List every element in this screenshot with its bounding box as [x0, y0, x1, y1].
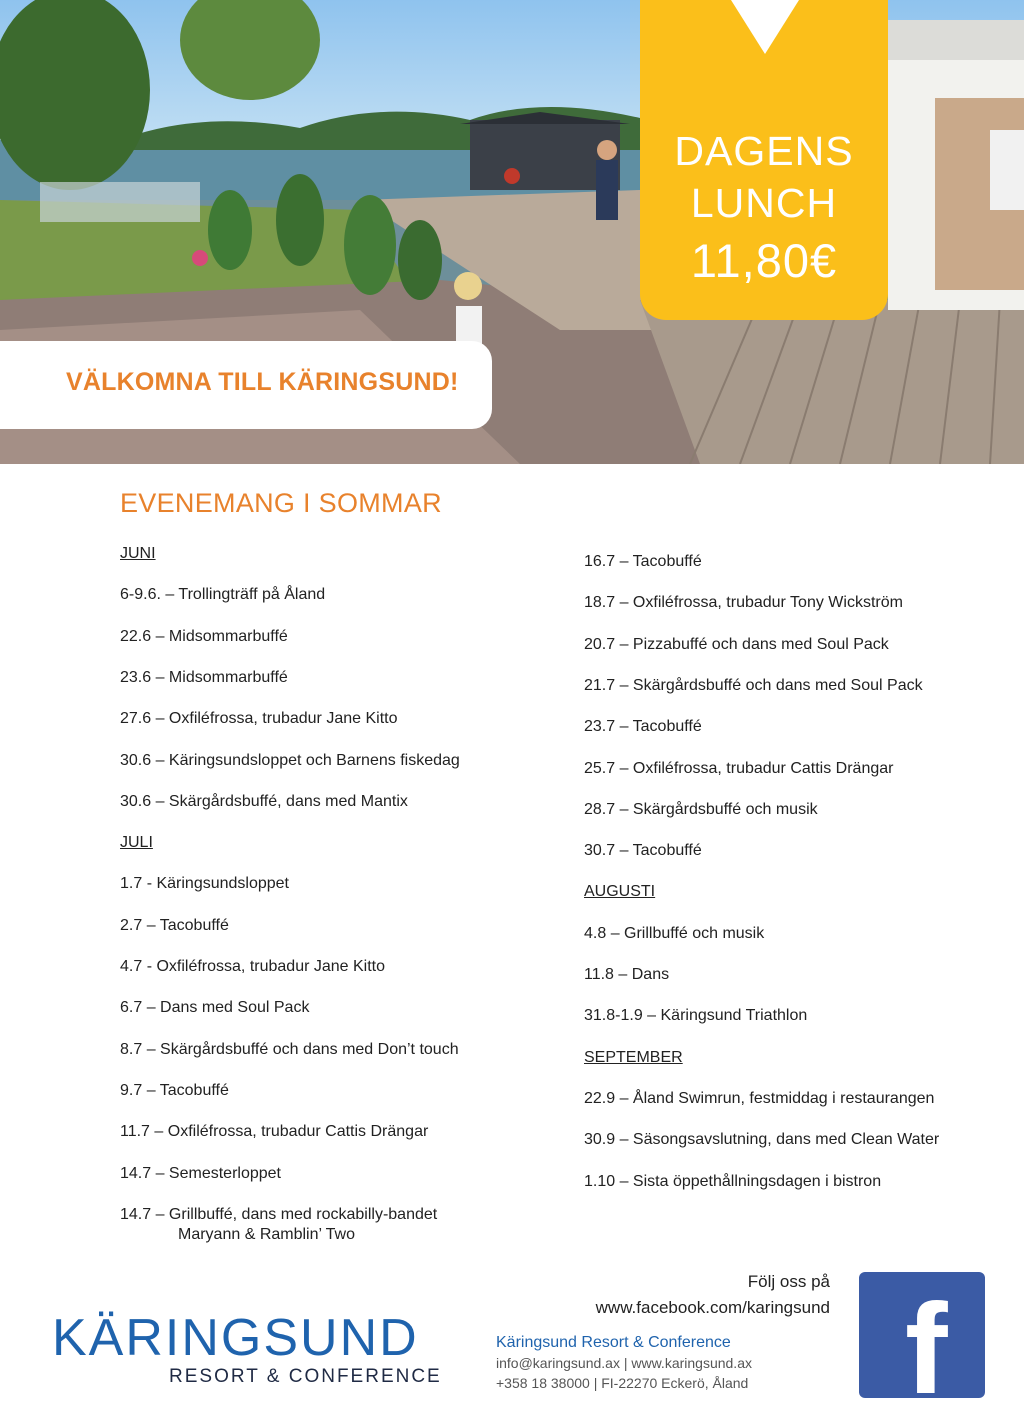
- brand-logo-tagline: RESORT & CONFERENCE: [169, 1366, 442, 1387]
- event-item: 31.8-1.9 – Käringsund Triathlon: [584, 1007, 808, 1025]
- event-item: 6.7 – Dans med Soul Pack: [120, 999, 310, 1017]
- event-item: 30.6 – Skärgårdsbuffé, dans med Mantix: [120, 792, 408, 810]
- facebook-icon[interactable]: f: [859, 1272, 985, 1398]
- month-heading: JUNI: [120, 545, 156, 562]
- event-item: 1.10 – Sista öppethållningsdagen i bistron: [584, 1172, 882, 1190]
- month-heading: JULI: [120, 834, 153, 852]
- event-item: Maryann & Ramblin’ Two: [178, 1226, 355, 1244]
- event-item: 23.6 – Midsommarbuffé: [120, 668, 288, 686]
- event-item: 18.7 – Oxfiléfrossa, trubadur Tony Wickström: [584, 594, 903, 612]
- event-item: 27.6 – Oxfiléfrossa, trubadur Jane Kitto: [120, 710, 398, 728]
- event-item: 25.7 – Oxfiléfrossa, trubadur Cattis Drängar: [584, 759, 894, 777]
- event-item: 1.7 - Käringsundsloppet: [120, 875, 289, 893]
- event-item: 11.7 – Oxfiléfrossa, trubadur Cattis Drängar: [120, 1123, 429, 1141]
- event-item: 22.6 – Midsommarbuffé: [120, 627, 288, 645]
- event-item: 30.7 – Tacobuffé: [584, 842, 702, 860]
- events-title: EVENEMANG I SOMMAR: [120, 488, 442, 518]
- event-item: 22.9 – Åland Swimrun, festmiddag i restaurangen: [584, 1089, 935, 1107]
- lunch-title-line2: LUNCH: [690, 180, 838, 226]
- contact-phone-address: +358 18 38000 | FI-22270 Eckerö, Åland: [496, 1375, 749, 1391]
- welcome-heading: VÄLKOMNA TILL KÄRINGSUND!: [66, 368, 459, 396]
- event-item: 11.8 – Dans: [584, 966, 670, 983]
- event-item: 23.7 – Tacobuffé: [584, 718, 702, 736]
- month-heading: SEPTEMBER: [584, 1048, 683, 1066]
- event-item: 20.7 – Pizzabuffé och dans med Soul Pack: [584, 635, 889, 653]
- welcome-banner: [0, 341, 492, 429]
- brand-logo-name: KÄRINGSUND: [52, 1309, 419, 1367]
- event-item: 2.7 – Tacobuffé: [120, 916, 229, 934]
- event-item: 9.7 – Tacobuffé: [120, 1081, 229, 1099]
- event-item: 4.8 – Grillbuffé och musik: [584, 924, 765, 942]
- follow-us-text: Följ oss på: [747, 1272, 830, 1291]
- daily-lunch-banner: [640, 0, 888, 320]
- facebook-url-link[interactable]: www.facebook.com/karingsund: [595, 1298, 830, 1317]
- lunch-price: 11,80€: [690, 234, 838, 287]
- event-item: 30.6 – Käringsundsloppet och Barnens fiskedag: [120, 751, 460, 769]
- event-item: 30.9 – Säsongsavslutning, dans med Clean Water: [584, 1131, 940, 1149]
- lunch-title-line1: DAGENS: [674, 128, 854, 174]
- event-item: 14.7 – Grillbuffé, dans med rockabilly-bandet: [120, 1205, 438, 1223]
- event-item: 28.7 – Skärgårdsbuffé och musik: [584, 800, 818, 818]
- contact-company-name: Käringsund Resort & Conference: [496, 1334, 731, 1351]
- event-item: 6-9.6. – Trollingträff på Åland: [120, 586, 326, 604]
- month-heading: AUGUSTI: [584, 883, 656, 901]
- event-item: 21.7 – Skärgårdsbuffé och dans med Soul Pack: [584, 676, 923, 694]
- down-triangle-icon: [731, 0, 799, 54]
- event-item: 16.7 – Tacobuffé: [584, 553, 702, 570]
- event-item: 14.7 – Semesterloppet: [120, 1164, 281, 1182]
- event-item: 4.7 - Oxfiléfrossa, trubadur Jane Kitto: [120, 958, 386, 975]
- hero-photo: [0, 0, 1024, 464]
- follow-us: [596, 1269, 830, 1321]
- contact-email-web[interactable]: info@karingsund.ax | www.karingsund.ax: [496, 1355, 752, 1371]
- event-item: 8.7 – Skärgårdsbuffé och dans med Don’t touch: [120, 1040, 459, 1058]
